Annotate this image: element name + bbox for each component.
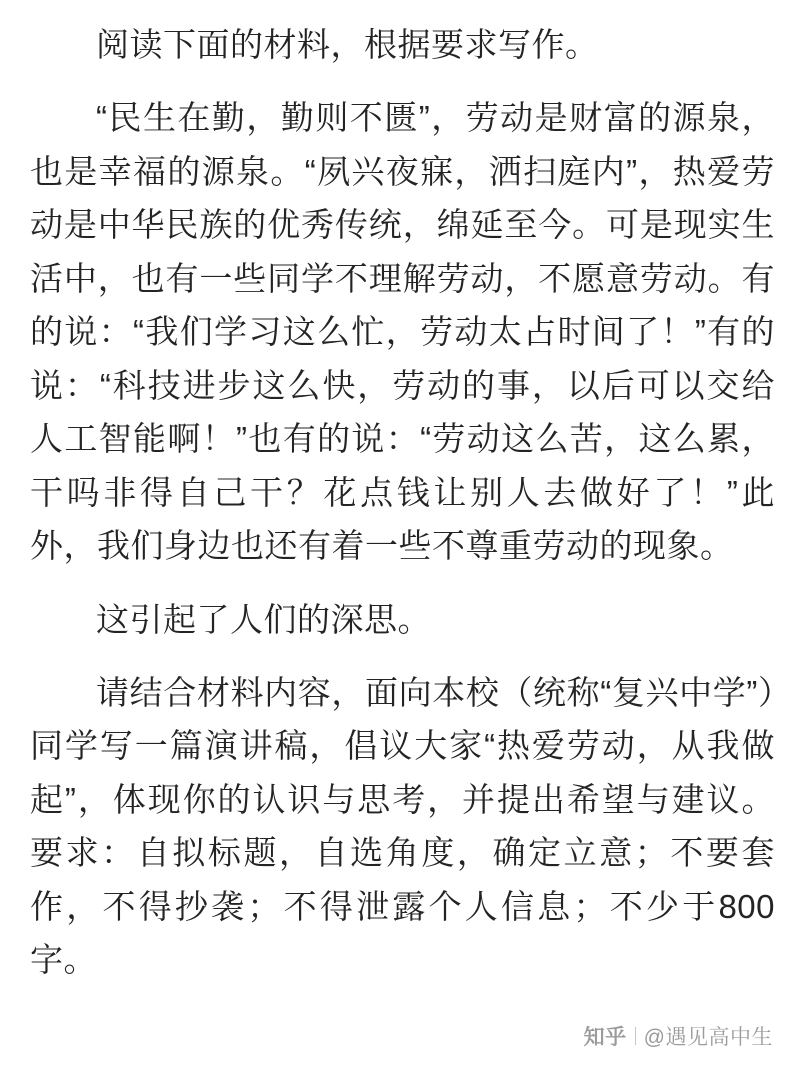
zhihu-logo: 知乎 [583,1026,627,1049]
watermark-username: @遇见高中生 [643,1026,773,1049]
paragraph-material-reflection: 这引起了人们的深思。 [96,600,431,638]
paragraph-material-body: “民生在勤，勤则不匮”，劳动是财富的源泉，也是幸福的源泉。“夙兴夜寐，洒扫庭内”，热爱劳动是中华民族的优秀传统，绵延至今。可是现实生活中，也有一些同学不理解劳动，不愿意劳动。有的说：“我们学习这么忙，劳动太占时间了！”有的说：“科技进步这么快，劳动的事，以后可以交给人工智能啊！”也有的说：“劳动这么苦，这么累，干吗非得自己干？花点钱让别人去做好了！”此外，我们身边也还有着一些不尊重劳动的现象。 [30,99,775,565]
watermark [584,1021,773,1051]
paragraph-writing-requirements: 请结合材料内容，面向本校（统称“复兴中学”）同学写一篇演讲稿，倡议大家“热爱劳动，从我做起”，体现你的认识与思考，并提出希望与建议。要求：自拟标题，自选角度，确定立意；不要套作，不得抄袭；不得泄露个人信息；不少于800字。 [30,673,775,979]
watermark-divider [635,1027,636,1045]
paragraph-prompt-instruction: 阅读下面的材料，根据要求写作。 [96,26,599,63]
